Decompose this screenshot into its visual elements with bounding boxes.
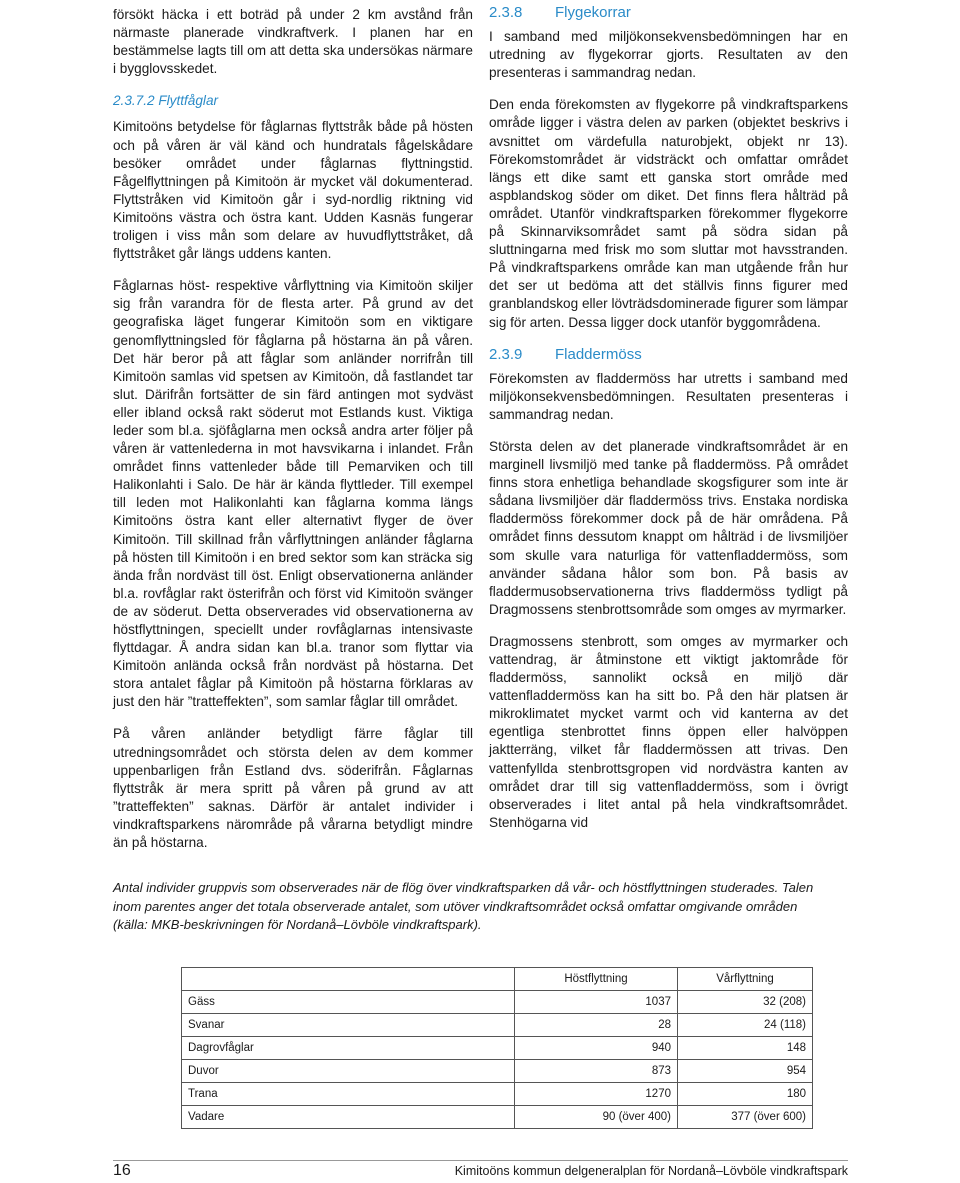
body-paragraph: Den enda förekomsten av flygekorre på vindkraftsparkens område ligger i västra delen av parken (objektet beskrivs i avsnittet om värdefulla naturobjekt, objekt nr 13). Förekomstområdet är vidsträckt och omfattar området längs ett dike samt ett ganska stort område med aspblandskog söder om diket. Det finns flera hålträd på området. Utanför vindkraftsparken förekommer flygekorre på Skinnarviksområdet samt på södra sidan på sluttningarna med frisk mo som sluttar mot havsstranden. På vindkraftsparkens område kan man utgående från hur det ser ut bedöma att det ställvis finns figurer med granblandskog eller lövträdsdominerade figurer som lämpar sig för arten. Dessa ligger dock utanför byggområdena. bbox=[489, 97, 848, 330]
autumn-count-cell: 873 bbox=[515, 1060, 678, 1083]
table-caption: Antal individer gruppvis som observerades när de flög över vindkraftsparken då vår- och höstflyttningen studerades. Talen inom parentes anger det totala observerade antalet, som utöver vindkraftsområdet också omfattar omgivande områden (källa: MKB-beskrivningen för Nordanå–Lövböle vindkraftspark). bbox=[113, 880, 814, 932]
table-row bbox=[182, 1106, 813, 1129]
section-heading-fladdermoss bbox=[489, 346, 848, 364]
spring-count-cell: 954 bbox=[678, 1060, 813, 1083]
left-column bbox=[113, 6, 473, 866]
spring-count-cell: 180 bbox=[678, 1083, 813, 1106]
spring-count-cell: 32 (208) bbox=[678, 991, 813, 1014]
section-number: 2.3.9 bbox=[489, 345, 523, 363]
section-heading-flygekorrar bbox=[489, 4, 848, 22]
body-paragraph: Fåglarnas höst- respektive vårflyttning via Kimitoön skiljer sig från varandra för de flesta arter. På grund av det geografiska läget fungerar Kimitoön som en viktigare genomflyttningsled för fåglarna på höstarna än på våren. Det här beror på att fåglar som anländer norrifrån till Kimitoön samlas vid spetsen av Kimitoön, då fastlandet tar slut. Därifrån fortsätter de sin färd antingen mot sydväst eller ibland också rakt söderut mot Estlands kust. Viktiga leder som bl.a. sjöfåglarna men också andra arter följer på våren är vattenlederna in mot havsvikarna i inlandet. Från området finns vattenleder både till Pemarviken och till Halikonlahti i Salo. De här är kända flyttleder. Till exempel till leden mot Halikonlahti kan fåglarna komma längs Kimitoöns östra kant eller alternativt flyger de över Kimitoön. Till skillnad från vårflyttningen anländer fåglarna på hösten till Kimitoön i en bred sektor som kan sträcka sig ända från nordväst till öst. Enligt observationerna anländer bl.a. rovfåglar rakt österifrån och först vid Kimitoön svänger de av söderut. Detta observerades vid observationerna av höstflyttningen, speciellt under rovfåglarnas intensivaste flyttdagar. Å andra sidan kan bl.a. tranor som flyttar via Kimitoön anlända också från nordväst på höstarna. Det stora antalet fåglar på Kimitoön på höstarna förklaras av just den här ”tratteffekten”, som samlar fåglar till området. bbox=[113, 278, 473, 710]
table-header-row bbox=[182, 968, 813, 991]
species-cell: Dagrovfåglar bbox=[182, 1037, 515, 1060]
autumn-count-cell: 28 bbox=[515, 1014, 678, 1037]
table-row bbox=[182, 1060, 813, 1083]
intro-paragraph: försökt häcka i ett boträd på under 2 km avstånd från närmaste planerade vindkraftverk. I planen har en bestämmelse lagts till om att detta ska undersökas närmare i bygglovsskedet. bbox=[113, 7, 473, 77]
footer-title: Kimitoöns kommun delgeneralplan för Nordanå–Lövböle vindkraftspark bbox=[454, 1164, 848, 1178]
autumn-count-cell: 940 bbox=[515, 1037, 678, 1060]
right-column bbox=[489, 4, 848, 846]
column-header bbox=[182, 968, 515, 991]
spring-count-cell: 148 bbox=[678, 1037, 813, 1060]
spring-count-cell: 24 (118) bbox=[678, 1014, 813, 1037]
body-paragraph: Dragmossens stenbrott, som omges av myrmarker och vattendrag, är åtminstone ett viktigt jaktområde för fladdermöss, sannolikt också en miljö där vattenfladdermöss kan ha sitt bo. På den här platsen är mikroklimatet mycket varmt och vid kanterna av det egentliga stenbrottet finns öppen eller halvöppen jaktterräng, vilket får fladdermössen att trivas. Den vattenfyllda stenbrottsgropen vid nordvästra kanten av området drar till sig vattenfladdermöss, som i övrigt observerades i litet antal på hela vindkraftsområdet. Stenhögarna vid bbox=[489, 633, 848, 830]
section-heading-flyttfaglar: 2.3.7.2 Flyttfåglar bbox=[113, 93, 219, 109]
species-cell: Trana bbox=[182, 1083, 515, 1106]
body-paragraph: Kimitoöns betydelse för fåglarnas flyttstråk både på hösten och på våren är väl känd och hundratals fågelskådare besöker området under fåglarnas flyttningstid. Fågelflyttningen på Kimitoön är mycket väl dokumenterad. Flyttstråken vid Kimitoön går i syd-nordlig riktning vid Kimitoöns västra och östra kant. Udden Kasnäs fungerar troligen i viss mån som delare av huvudflyttstråket, då flyttstråket går längs uddens kanten. bbox=[113, 119, 473, 262]
autumn-count-cell: 1037 bbox=[515, 991, 678, 1014]
body-paragraph: Förekomsten av fladdermöss har utretts i samband med miljökonsekvensbedömningen. Resultaten presenteras i sammandrag nedan. bbox=[489, 370, 848, 422]
spring-count-cell: 377 (över 600) bbox=[678, 1106, 813, 1129]
section-title: Fladdermöss bbox=[555, 345, 642, 363]
section-number: 2.3.8 bbox=[489, 4, 523, 21]
bird-migration-table bbox=[181, 967, 813, 1129]
footer-divider bbox=[113, 1160, 848, 1161]
page-number: 16 bbox=[113, 1162, 131, 1179]
table-row bbox=[182, 991, 813, 1014]
body-paragraph: I samband med miljökonsekvensbedömningen har en utredning av flygekorrar gjorts. Resultaten av den presenteras i sammandrag nedan. bbox=[489, 29, 848, 81]
species-cell: Vadare bbox=[182, 1106, 515, 1129]
species-cell: Gäss bbox=[182, 991, 515, 1014]
table-row bbox=[182, 1037, 813, 1060]
table-row bbox=[182, 1083, 813, 1106]
autumn-count-cell: 1270 bbox=[515, 1083, 678, 1106]
species-cell: Duvor bbox=[182, 1060, 515, 1083]
column-header: Vårflyttning bbox=[678, 968, 813, 991]
autumn-count-cell: 90 (över 400) bbox=[515, 1106, 678, 1129]
table-row bbox=[182, 1014, 813, 1037]
body-paragraph: Största delen av det planerade vindkraftsområdet är en marginell livsmiljö med tanke på fladdermöss. På området finns stora enhetliga behandlade skogsfigurer som inte är sådana livsmiljöer där fladdermöss trivs. Enstaka nordiska fladdermöss förekommer dock på de här områdena. På området finns dessutom knappt om hålträd i de livsmiljöer som skulle vara naturliga för vattenfladdermöss, som använder sådana hålor som bon. På basis av fladdermusobservationerna trivs fladdermöss tydligt på Dragmossens stenbrottsområde som omges av myrmarker. bbox=[489, 438, 848, 617]
species-cell: Svanar bbox=[182, 1014, 515, 1037]
section-title: Flygekorrar bbox=[555, 4, 631, 21]
body-paragraph: På våren anländer betydligt färre fåglar till utredningsområdet och största delen av dem kommer uppenbarligen från Estland dvs. söderifrån. Fåglarnas flyttstråk är mera spritt på våren på grund av att ”tratteffekten” saknas. Därför är antalet individer i vindkraftsparkens närområde på vårarna betydligt mindre än på höstarna. bbox=[113, 726, 473, 851]
column-header: Höstflyttning bbox=[515, 968, 678, 991]
